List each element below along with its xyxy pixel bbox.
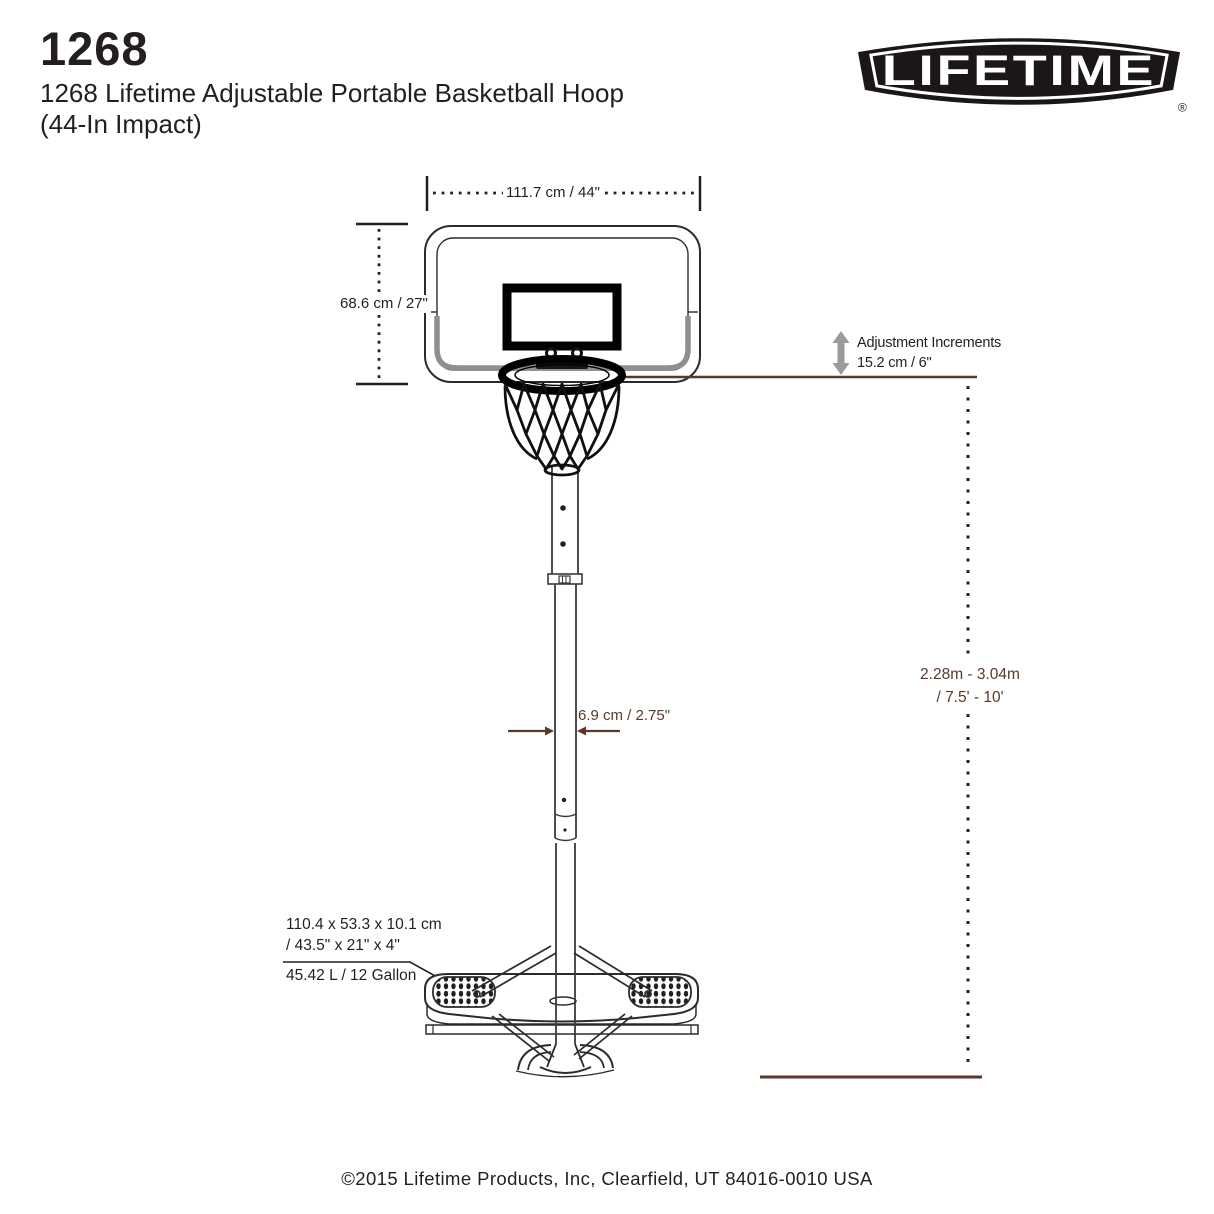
adjustment-increments-title: Adjustment Increments [857, 335, 1002, 351]
base-size-label [286, 914, 442, 956]
title-block [40, 24, 624, 140]
registered-trademark-symbol: ® [1178, 100, 1187, 115]
base-tread-panel-left [433, 977, 495, 1007]
pole-foot-drawing [516, 1044, 614, 1077]
shooter-square [507, 288, 617, 346]
product-title [40, 78, 624, 140]
logo-wordmark: LIFETIME [881, 46, 1157, 95]
pole-drawing [548, 466, 582, 1044]
model-number: 1268 [40, 22, 149, 75]
backboard-height-label: 68.6 cm / 27" [337, 295, 431, 313]
height-range-label [916, 663, 1024, 709]
net-drawing [505, 384, 619, 475]
base-size-imperial: / 43.5" x 21" x 4" [286, 937, 400, 954]
pole-diameter-label: 6.9 cm / 2.75" [578, 707, 671, 724]
copyright-notice: ©2015 Lifetime Products, Inc, Clearfield, UT 84016-0010 USA [341, 1168, 873, 1189]
base-size-metric: 110.4 x 53.3 x 10.1 cm [286, 916, 442, 933]
height-range-metric: 2.28m - 3.04m [920, 666, 1020, 683]
pole-width-arrows-icon [508, 727, 620, 736]
base-capacity-label: 45.42 L / 12 Gallon [286, 967, 417, 984]
product-title-line2: (44-In Impact) [40, 109, 202, 139]
base-drawing [425, 974, 698, 1034]
backboard-width-label: 111.7 cm / 44" [503, 184, 603, 202]
adjustment-increments-value: 15.2 cm / 6" [857, 354, 932, 371]
height-range-imperial: / 7.5' - 10' [936, 689, 1004, 706]
adjustment-arrow-icon [833, 331, 850, 375]
product-title-line1: 1268 Lifetime Adjustable Portable Basketball Hoop [40, 78, 624, 108]
adjustment-increments-label [857, 334, 1001, 373]
lifetime-logo [850, 24, 1188, 116]
